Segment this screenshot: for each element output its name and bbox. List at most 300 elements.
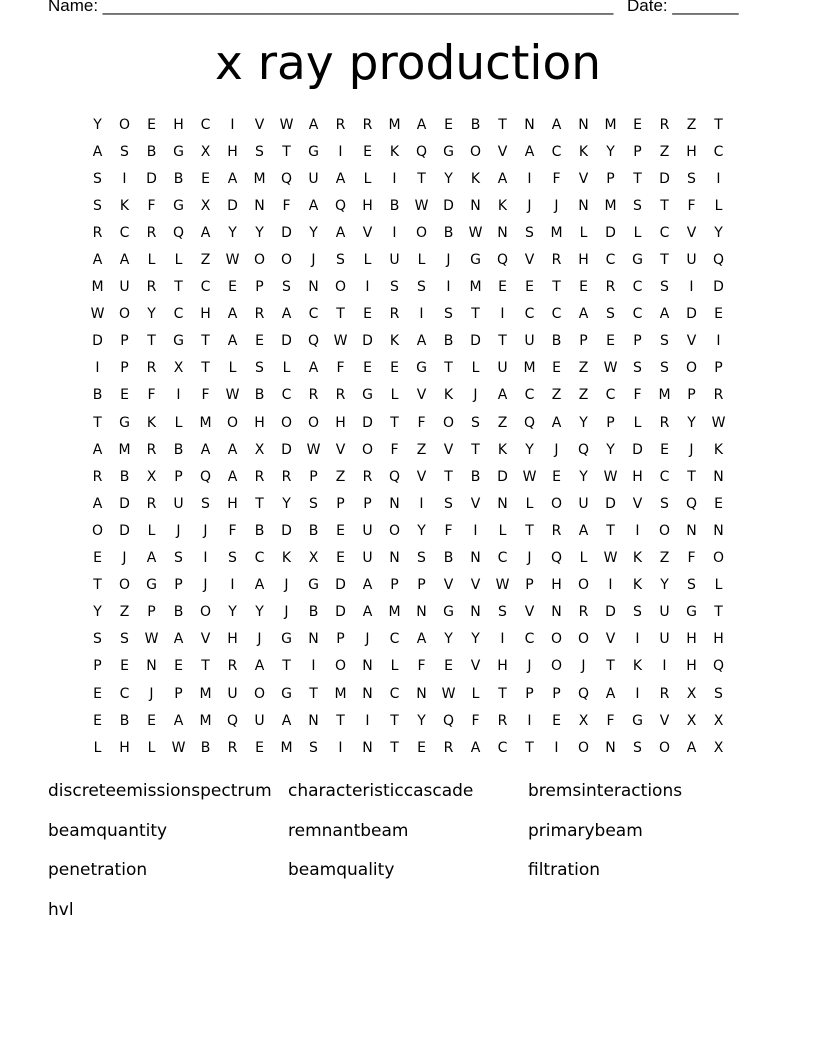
grid-letter: J (473, 387, 478, 404)
grid-letter: M (604, 116, 617, 133)
grid-letter: S (633, 604, 642, 621)
grid-letter: V (578, 170, 589, 187)
grid-letter: I (554, 739, 559, 756)
grid-letter: A (227, 333, 238, 350)
grid-letter: L (633, 414, 642, 431)
grid-letter: E (363, 360, 372, 377)
grid-letter: S (174, 550, 183, 567)
grid-letter: D (119, 495, 130, 512)
grid-letter: L (363, 252, 372, 269)
grid-letter: U (254, 712, 265, 729)
grid-letter: I (311, 658, 316, 675)
grid-letter: J (257, 631, 262, 648)
grid-letter: R (146, 441, 157, 458)
grid-letter: N (389, 550, 400, 567)
grid-row (84, 382, 732, 409)
grid-letter: D (605, 604, 616, 621)
grid-letter: L (174, 252, 183, 269)
grid-letter: H (686, 658, 697, 675)
grid-letter: S (255, 143, 264, 160)
grid-letter: T (336, 306, 345, 323)
grid-letter: H (632, 468, 643, 485)
grid-letter: M (388, 604, 401, 621)
grid-letter: C (551, 306, 562, 323)
grid-letter: M (118, 441, 131, 458)
grid-letter: C (632, 306, 643, 323)
grid-letter: E (120, 387, 129, 404)
word-list-item: discreteemissionspectrum (48, 781, 272, 801)
grid-letter: G (443, 143, 454, 160)
grid-letter: O (469, 143, 482, 160)
grid-letter: D (119, 522, 130, 539)
grid-letter: Y (714, 224, 723, 241)
grid-letter: F (282, 197, 291, 214)
grid-letter: T (93, 414, 102, 431)
grid-letter: N (362, 685, 373, 702)
grid-letter: A (659, 306, 670, 323)
grid-letter: R (578, 604, 589, 621)
grid-letter: C (200, 116, 211, 133)
grid-letter: W (522, 468, 537, 485)
grid-letter: O (577, 577, 590, 594)
grid-letter: Y (606, 441, 615, 458)
grid-letter: V (470, 495, 481, 512)
grid-letter: N (308, 279, 319, 296)
grid-letter: A (335, 224, 346, 241)
grid-letter: H (551, 577, 562, 594)
grid-letter: L (633, 224, 642, 241)
grid-letter: E (93, 685, 102, 702)
grid-letter: X (686, 685, 697, 702)
grid-letter: I (500, 631, 505, 648)
grid-letter: I (338, 143, 343, 160)
grid-row (84, 192, 732, 219)
grid-letter: D (281, 224, 292, 241)
grid-letter: S (309, 495, 318, 512)
grid-letter: N (497, 224, 508, 241)
grid-letter: A (470, 739, 481, 756)
grid-letter: A (92, 143, 103, 160)
grid-letter: S (471, 414, 480, 431)
grid-letter: E (552, 712, 561, 729)
grid-row (84, 246, 732, 273)
grid-letter: C (281, 387, 292, 404)
grid-letter: P (363, 495, 372, 512)
grid-letter: V (416, 468, 427, 485)
grid-letter: V (632, 495, 643, 512)
grid-letter: N (308, 631, 319, 648)
grid-letter: Q (388, 468, 401, 485)
grid-letter: E (147, 116, 156, 133)
grid-letter: C (605, 252, 616, 269)
grid-letter: T (309, 685, 318, 702)
grid-letter: V (686, 224, 697, 241)
grid-letter: B (92, 387, 103, 404)
grid-letter: S (498, 604, 507, 621)
grid-letter: T (282, 658, 291, 675)
grid-letter: J (527, 550, 532, 567)
grid-letter: N (578, 197, 589, 214)
grid-letter: L (282, 360, 291, 377)
grid-letter: I (95, 360, 100, 377)
grid-letter: G (632, 712, 643, 729)
grid-letter: K (632, 550, 643, 567)
grid-letter: M (550, 224, 563, 241)
grid-letter: G (146, 577, 157, 594)
grid-letter: B (443, 333, 454, 350)
grid-letter: G (686, 604, 697, 621)
grid-letter: J (311, 252, 316, 269)
grid-letter: C (119, 224, 130, 241)
grid-letter: R (146, 224, 157, 241)
word-list-item: penetration (48, 860, 148, 880)
grid-letter: T (417, 170, 426, 187)
grid-letter: I (635, 522, 640, 539)
grid-letter: P (633, 333, 642, 350)
grid-letter: B (389, 197, 400, 214)
grid-letter: T (714, 116, 723, 133)
grid-letter: D (335, 577, 346, 594)
grid-letter: G (281, 685, 292, 702)
grid-letter: A (362, 577, 373, 594)
grid-letter: Z (686, 116, 697, 133)
grid-letter: L (498, 522, 507, 539)
grid-letter: Z (578, 360, 589, 377)
grid-letter: I (473, 522, 478, 539)
grid-letter: N (146, 658, 157, 675)
grid-letter: X (200, 143, 211, 160)
grid-letter: A (200, 441, 211, 458)
grid-letter: P (174, 685, 183, 702)
grid-letter: G (470, 252, 481, 269)
grid-letter: L (579, 550, 588, 567)
grid-letter: Y (417, 712, 426, 729)
grid-letter: S (417, 550, 426, 567)
grid-letter: R (308, 387, 319, 404)
grid-letter: E (633, 116, 642, 133)
grid-letter: E (417, 739, 426, 756)
grid-letter: P (552, 685, 561, 702)
grid-letter: X (200, 197, 211, 214)
grid-letter: W (225, 252, 240, 269)
grid-letter: A (281, 712, 292, 729)
grid-letter: O (361, 441, 374, 458)
grid-letter: G (308, 143, 319, 160)
grid-letter: Q (550, 550, 563, 567)
grid-letter: O (388, 522, 401, 539)
grid-letter: S (660, 279, 669, 296)
grid-letter: S (309, 739, 318, 756)
grid-letter: E (363, 143, 372, 160)
grid-letter: F (390, 441, 399, 458)
grid-letter: Y (282, 495, 291, 512)
grid-letter: I (527, 712, 532, 729)
grid-letter: K (119, 197, 130, 214)
grid-letter: E (93, 550, 102, 567)
grid-letter: P (687, 387, 696, 404)
grid-letter: R (713, 387, 724, 404)
grid-letter: S (660, 333, 669, 350)
grid-row (84, 111, 732, 138)
grid-letter: F (444, 522, 453, 539)
grid-letter: T (336, 712, 345, 729)
grid-letter: D (605, 495, 616, 512)
grid-row (84, 626, 732, 653)
grid-letter: N (605, 739, 616, 756)
grid-letter: W (711, 414, 726, 431)
grid-letter: H (200, 306, 211, 323)
grid-letter: L (714, 577, 723, 594)
grid-letter: Y (471, 631, 480, 648)
grid-letter: L (417, 252, 426, 269)
grid-letter: L (525, 495, 534, 512)
grid-letter: H (686, 143, 697, 160)
grid-row (84, 707, 732, 734)
grid-letter: C (497, 550, 508, 567)
grid-letter: T (93, 577, 102, 594)
grid-letter: M (469, 279, 482, 296)
grid-letter: S (255, 360, 264, 377)
grid-letter: C (605, 387, 616, 404)
grid-letter: B (119, 468, 130, 485)
grid-letter: S (120, 631, 129, 648)
grid-letter: Y (444, 170, 453, 187)
grid-letter: P (579, 333, 588, 350)
grid-letter: V (497, 143, 508, 160)
grid-letter: B (146, 143, 157, 160)
grid-letter: N (362, 739, 373, 756)
grid-letter: M (604, 197, 617, 214)
grid-letter: S (660, 495, 669, 512)
grid-letter: L (714, 197, 723, 214)
grid-letter: A (254, 658, 265, 675)
grid-letter: D (281, 333, 292, 350)
grid-letter: F (147, 197, 156, 214)
grid-letter: N (389, 495, 400, 512)
grid-letter: A (92, 252, 103, 269)
grid-letter: Q (577, 441, 590, 458)
grid-letter: W (495, 577, 510, 594)
grid-letter: M (91, 279, 104, 296)
grid-letter: E (174, 658, 183, 675)
grid-letter: B (173, 604, 184, 621)
grid-letter: B (470, 116, 481, 133)
grid-letter: E (714, 495, 723, 512)
grid-letter: E (336, 550, 345, 567)
grid-letter: C (632, 279, 643, 296)
grid-letter: S (228, 550, 237, 567)
grid-letter: N (713, 522, 724, 539)
grid-letter: Q (280, 170, 293, 187)
grid-letter: O (118, 577, 131, 594)
grid-letter: P (120, 333, 129, 350)
grid-letter: T (255, 495, 264, 512)
grid-letter: O (334, 658, 347, 675)
grid-letter: R (443, 739, 454, 756)
grid-letter: I (662, 658, 667, 675)
grid-row (84, 138, 732, 165)
grid-letter: R (146, 360, 157, 377)
grid-letter: A (551, 116, 562, 133)
grid-letter: O (658, 522, 671, 539)
grid-letter: S (633, 739, 642, 756)
grid-letter: A (605, 685, 616, 702)
word-search-grid (84, 111, 732, 761)
grid-letter: N (686, 522, 697, 539)
name-field-label: Name: ______________________________________________________ (48, 0, 614, 15)
grid-letter: L (147, 522, 156, 539)
grid-letter: J (581, 658, 586, 675)
grid-letter: X (686, 712, 697, 729)
grid-letter: K (497, 441, 508, 458)
grid-letter: B (443, 550, 454, 567)
grid-letter: T (201, 333, 210, 350)
grid-letter: T (525, 739, 534, 756)
grid-letter: E (255, 333, 264, 350)
grid-letter: O (550, 631, 563, 648)
grid-letter: A (200, 224, 211, 241)
grid-letter: B (173, 441, 184, 458)
grid-letter: U (389, 252, 400, 269)
grid-letter: U (308, 170, 319, 187)
grid-letter: X (713, 739, 724, 756)
grid-letter: R (551, 252, 562, 269)
grid-letter: A (173, 712, 184, 729)
grid-letter: S (444, 306, 453, 323)
grid-letter: B (443, 224, 454, 241)
grid-letter: O (550, 658, 563, 675)
grid-letter: F (417, 414, 426, 431)
grid-letter: V (686, 333, 697, 350)
grid-letter: P (174, 468, 183, 485)
grid-letter: P (120, 360, 129, 377)
grid-letter: K (632, 658, 643, 675)
grid-letter: Q (523, 414, 536, 431)
word-list (48, 778, 768, 936)
grid-letter: R (227, 739, 238, 756)
grid-letter: H (119, 739, 130, 756)
grid-letter: O (685, 360, 698, 377)
grid-letter: E (525, 279, 534, 296)
grid-letter: J (149, 685, 154, 702)
grid-letter: G (173, 197, 184, 214)
grid-letter: J (527, 658, 532, 675)
grid-letter: K (443, 387, 454, 404)
grid-letter: A (308, 116, 319, 133)
grid-letter: Y (606, 143, 615, 160)
grid-letter: V (470, 577, 481, 594)
grid-letter: H (227, 495, 238, 512)
grid-letter: C (497, 739, 508, 756)
grid-letter: F (336, 360, 345, 377)
grid-letter: N (524, 116, 535, 133)
grid-letter: C (389, 631, 400, 648)
grid-letter: T (471, 306, 480, 323)
grid-letter: T (201, 658, 210, 675)
grid-letter: F (471, 712, 480, 729)
grid-letter: A (524, 143, 535, 160)
grid-letter: A (308, 197, 319, 214)
grid-row (84, 599, 732, 626)
grid-letter: P (309, 468, 318, 485)
grid-letter: O (415, 224, 428, 241)
grid-letter: W (306, 441, 321, 458)
grid-letter: T (525, 522, 534, 539)
grid-letter: K (632, 577, 643, 594)
grid-letter: Q (685, 495, 698, 512)
grid-row (84, 653, 732, 680)
grid-letter: R (659, 116, 670, 133)
grid-letter: R (146, 495, 157, 512)
grid-letter: Q (712, 252, 725, 269)
grid-row (84, 301, 732, 328)
grid-letter: N (416, 604, 427, 621)
grid-letter: N (470, 197, 481, 214)
grid-letter: J (203, 577, 208, 594)
grid-letter: O (91, 522, 104, 539)
grid-letter: O (577, 631, 590, 648)
grid-letter: I (230, 577, 235, 594)
grid-letter: Q (334, 197, 347, 214)
grid-letter: O (253, 252, 266, 269)
grid-letter: M (253, 170, 266, 187)
grid-letter: M (523, 360, 536, 377)
grid-letter: I (419, 306, 424, 323)
grid-letter: W (603, 360, 618, 377)
word-list-item: filtration (528, 860, 601, 880)
grid-letter: L (390, 387, 399, 404)
grid-letter: V (335, 441, 346, 458)
grid-letter: I (365, 279, 370, 296)
grid-letter: I (635, 685, 640, 702)
grid-letter: Q (415, 143, 428, 160)
grid-letter: P (417, 577, 426, 594)
grid-letter: T (498, 116, 507, 133)
grid-letter: K (281, 550, 292, 567)
grid-row (84, 680, 732, 707)
grid-letter: C (713, 143, 724, 160)
grid-letter: T (390, 414, 399, 431)
grid-letter: M (658, 387, 671, 404)
grid-letter: M (199, 414, 212, 431)
grid-letter: J (365, 631, 370, 648)
grid-letter: S (120, 143, 129, 160)
grid-letter: A (551, 414, 562, 431)
grid-letter: G (281, 631, 292, 648)
grid-letter: C (524, 306, 535, 323)
grid-letter: U (362, 550, 373, 567)
grid-letter: Z (497, 414, 508, 431)
grid-letter: U (578, 495, 589, 512)
grid-letter: Y (579, 414, 588, 431)
grid-letter: B (200, 739, 211, 756)
grid-letter: Y (255, 224, 264, 241)
grid-letter: J (284, 577, 289, 594)
grid-letter: Z (659, 143, 670, 160)
word-list-item: remnantbeam (288, 820, 409, 841)
grid-letter: I (635, 631, 640, 648)
grid-letter: M (199, 712, 212, 729)
grid-letter: D (659, 170, 670, 187)
grid-letter: E (660, 441, 669, 458)
grid-letter: O (118, 116, 131, 133)
grid-letter: Q (226, 712, 239, 729)
grid-letter: P (606, 414, 615, 431)
grid-letter: H (335, 414, 346, 431)
grid-letter: Y (255, 604, 264, 621)
grid-letter: H (686, 631, 697, 648)
grid-letter: P (255, 279, 264, 296)
